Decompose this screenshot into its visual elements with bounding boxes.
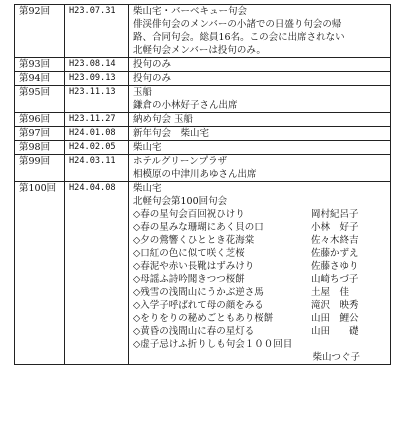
meeting-number: 第97回 — [15, 127, 65, 141]
haiku-text: ◇をりをりの秘めごともあり桜餅 — [133, 313, 274, 324]
table-row — [15, 182, 391, 365]
haiku-line — [133, 312, 386, 325]
meeting-date: H24.03.11 — [65, 155, 129, 182]
note-line: 北軽句会メンバーは投句のみ。 — [133, 45, 266, 56]
haiku-line — [133, 299, 386, 312]
haiku-line — [133, 338, 386, 351]
table-body — [15, 5, 391, 365]
meeting-number: 第93回 — [15, 58, 65, 72]
haiku-author: 佐藤さゆり — [311, 261, 359, 272]
meeting-number: 第92回 — [15, 5, 65, 58]
table-row — [15, 72, 391, 86]
haiku-author: 岡村紀呂子 — [311, 209, 359, 220]
haiku-line — [133, 260, 386, 273]
haiku-author: 小林 好子 — [311, 222, 359, 233]
haiku-line — [133, 325, 386, 338]
meeting-number: 第95回 — [15, 86, 65, 113]
meeting-number: 第94回 — [15, 72, 65, 86]
note-line: 投句のみ — [133, 59, 172, 70]
haiku-author: 山田 鯉公 — [311, 313, 359, 324]
meeting-date: H23.09.13 — [65, 72, 129, 86]
haiku-author: 山崎ちづ子 — [311, 274, 359, 285]
haiku-line — [133, 234, 386, 247]
table-row — [15, 113, 391, 127]
meeting-number: 第98回 — [15, 141, 65, 155]
haiku-text: ◇入学子呼ばれて母の顔をみる — [133, 300, 264, 311]
meeting-date: H23.07.31 — [65, 5, 129, 58]
haiku-line — [133, 286, 386, 299]
haiku-meeting-table — [14, 4, 391, 365]
haiku-author — [311, 338, 386, 351]
note-line: 俳渓俳句会のメンバーの小諸での日盛り句会の帰 — [133, 19, 342, 30]
note-line: ホテルグリーンプラザ — [133, 156, 228, 167]
haiku-text: ◇夕の鶯響くひととき花海棠 — [133, 235, 255, 246]
haiku-text: ◇残雪の浅間山にうかぶ逆さ馬 — [133, 287, 264, 298]
haiku-author: 土屋 佳 — [311, 287, 350, 298]
table-row — [15, 5, 391, 58]
haiku-author: 柴山つぐ子 — [312, 352, 360, 363]
meeting-date: H24.02.05 — [65, 141, 129, 155]
meeting-notes — [129, 86, 391, 113]
table-row — [15, 155, 391, 182]
meeting-notes — [129, 113, 391, 127]
haiku-line — [133, 247, 386, 260]
meeting-number: 第100回 — [15, 182, 65, 365]
haiku-author: 佐々木終吉 — [311, 235, 359, 246]
meeting-title: 北軽句会第100回句会 — [133, 196, 228, 207]
haiku-text: ◇黄昏の浅間山に春の星灯る — [133, 326, 255, 337]
note-line: 納め句会 玉船 — [133, 114, 194, 125]
haiku-text: ◇春の星みな珊瑚にあく貝の口 — [133, 222, 264, 233]
note-line: 柴山宅 — [133, 142, 162, 153]
meeting-notes — [129, 155, 391, 182]
haiku-text: ◇春泥や赤い長靴はずみけり — [133, 261, 255, 272]
note-line: 投句のみ — [133, 73, 172, 84]
haiku-author: 山田 礎 — [311, 326, 359, 337]
note-line: 路、合同句会。総員16名。この会に出席されない — [133, 32, 345, 43]
haiku-line — [133, 273, 386, 286]
meeting-number: 第99回 — [15, 155, 65, 182]
note-line: 新年句会 柴山宅 — [133, 128, 210, 139]
meeting-notes — [129, 141, 391, 155]
meeting-date: H23.08.14 — [65, 58, 129, 72]
haiku-text: ◇母謡ふ詩吟聞きつつ桜餅 — [133, 274, 245, 285]
meeting-number: 第96回 — [15, 113, 65, 127]
meeting-date: H23.11.13 — [65, 86, 129, 113]
haiku-author: 滝沢 映秀 — [311, 300, 359, 311]
haiku-text: ◇春の星句会百回祝ひけり — [133, 209, 245, 220]
meeting-notes — [129, 72, 391, 86]
haiku-line — [133, 208, 386, 221]
table-row — [15, 86, 391, 113]
note-line: 柴山宅・バーベキュー句会 — [133, 6, 248, 17]
haiku-line — [133, 221, 386, 234]
table-row — [15, 127, 391, 141]
note-line: 鎌倉の小林好子さん出席 — [133, 100, 238, 111]
meeting-place: 柴山宅 — [133, 183, 162, 194]
haiku-text: ◇口紅の色に似て咲く芝桜 — [133, 248, 245, 259]
table-row — [15, 58, 391, 72]
meeting-notes — [129, 58, 391, 72]
haiku-text: ◇虚子忌けふ折りしも句会１００回目 — [133, 339, 293, 350]
table-row — [15, 141, 391, 155]
note-line: 玉船 — [133, 87, 153, 98]
haiku-list — [133, 208, 386, 351]
meeting-date: H23.11.27 — [65, 113, 129, 127]
meeting-notes — [129, 127, 391, 141]
note-line: 相模原の中津川あゆさん出席 — [133, 169, 257, 180]
meeting-date: H24.04.08 — [65, 182, 129, 365]
meeting-notes — [129, 182, 391, 365]
haiku-author: 佐藤かずえ — [311, 248, 359, 259]
meeting-date: H24.01.08 — [65, 127, 129, 141]
meeting-notes — [129, 5, 391, 58]
